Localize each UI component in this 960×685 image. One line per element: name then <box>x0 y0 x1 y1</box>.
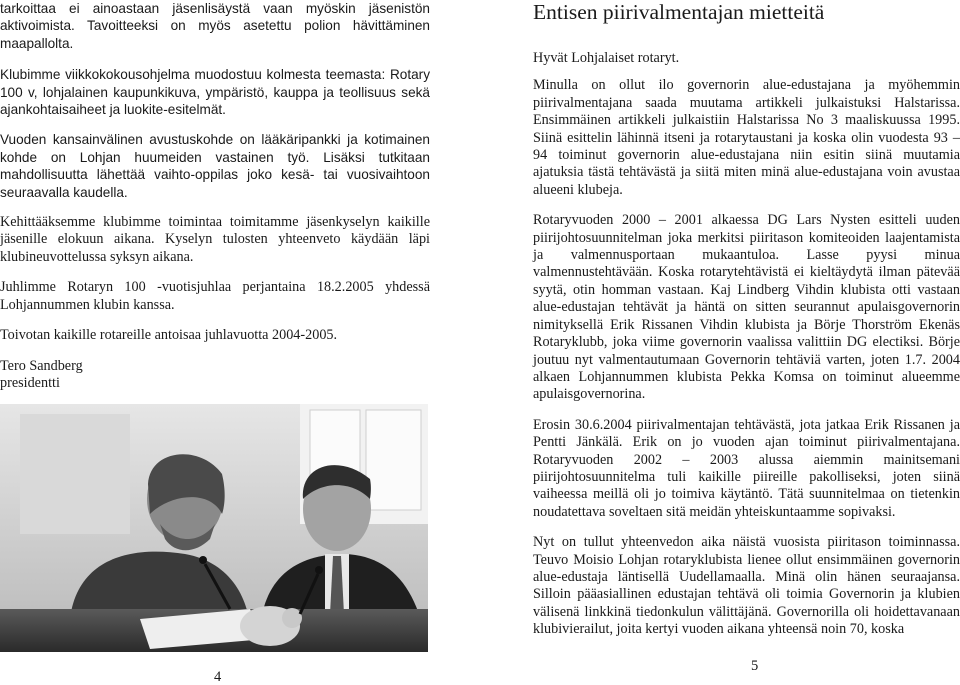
page-title: Entisen piirivalmentajan mietteitä <box>533 0 825 24</box>
photo-image <box>0 404 428 652</box>
paragraph: Klubimme viikkokokousohjelma muodostuu kolmesta teemasta: Rotary 100 v, lohjalainen kaupunkikuva, ympäristö, kauppa ja teollisuus sekä ajankohtaisaiheet ja luokite-esitelmät. <box>0 67 430 118</box>
paragraph: Minulla on ollut ilo governorin alue-edustajana ja myöhemmin piirivalmentajana saada muutama artikkeli julkaistuksi Halstarissa. Ensimmäinen artikkeli julkaistiin Halstarissa No 3 maaliskuussa 1995. Siinä esittelin lähinnä itseni ja rotarytaustani ja koska olin vuodesta 93 – 94 toiminut governorin alue-edustajana niin esitin siinä muutamia ajatuksia tästä tehtävästä ja siitä miten minä alue-edustajana voin avustaa alueeni klubeja. <box>533 77 960 198</box>
paragraph: Hyvät Lohjalaiset rotaryt. <box>533 50 680 66</box>
paragraph: Toivotan kaikille rotareille antoisaa juhlavuotta 2004-2005. <box>0 327 338 344</box>
left-column <box>0 0 430 392</box>
paragraph: Kehittääksemme klubimme toimintaa toimitamme jäsenkyselyn kaikille jäsenille elokuun aikana. Kyselyn tulosten yhteenveto käydään läpi klubineuvottelussa syksyn aikana. <box>0 214 430 265</box>
paragraph: Vuoden kansainvälinen avustuskohde on lääkäripankki ja kotimainen kohde on Lohjan huumeiden vastainen työ. Lisäksi tutkitaan mahdollisuutta lähettää vaihto-oppilas joko kesä- tai vuosivaihtoon seuraavalla kaudella. <box>0 132 430 200</box>
paragraph: Erosin 30.6.2004 piirivalmentajan tehtävästä, jota jatkaa Erik Rissanen ja Pentti Jänkälä. Erik on jo vuoden ajan toiminut piirivalmentajana. Rotaryvuoden 2002 – 2003 alussa aiemmin mainitsemani piirijohtosuunnitelma tuli kaikille piireille pakolliseksi, joten siinä vaiheessa meillä oli jo toimiva käytäntö. Tätä suunnitelmaa on tietenkin noudatettava soveltaen sitä meidän yhteiskuntaamme sopivaksi. <box>533 416 960 520</box>
signature-title: presidentti <box>0 374 60 391</box>
page-number-left: 4 <box>214 669 222 685</box>
right-column <box>533 50 960 652</box>
page-number-right: 5 <box>751 658 759 674</box>
paragraph: Rotaryvuoden 2000 – 2001 alkaessa DG Lars Nysten esitteli uuden piirijohtosuunnitelman joka merkitsi piiritason komiteoiden laajentamista ja valmennusportaan mukaantuloa. Lasse pyysi minua valmennustehtävään. Koska rotarytehtävistä ei kieltäydytä ilman pätevää syytä, otin homman vastaan. Kaj Lindberg Vihdin klubista otti vastaan alue-edustajan tehtävät ja häntä on sitten seurannut apulaisgovernorin nimityksellä Erik Rissanen Vihdin klubista ja Börje Thorström Ekenäs Rotaryklubb, joka viime governorin vaalissa valittiin DG electiksi. Börje joutuu nyt valmentautumaan Governorin tehtäviä varten, joten 1.7. 2004 alkaen Lohjannummen klubista Pekka Komsa on toiminut alueemme apulaisgovernorina. <box>533 212 960 403</box>
paragraph: Juhlimme Rotaryn 100 -vuotisjuhlaa perjantaina 18.2.2005 yhdessä Lohjannummen klubin kanssa. <box>0 279 430 313</box>
photo <box>0 404 428 652</box>
paragraph: tarkoittaa ei ainoastaan jäsenlisäystä vaan myöskin jäsenistön aktivoimista. Tavoitteeksi on myös asetettu polion hävittäminen maapallolta. <box>0 1 430 51</box>
signature-name: Tero Sandberg <box>0 357 83 374</box>
signature <box>0 358 430 393</box>
paragraph: Nyt on tullut yhteenvedon aika näistä vuosista piiritason toiminnassa. Teuvo Moisio Lohjan rotaryklubista lienee ollut ensimmäinen governorin alue-edustaja läntisellä Uudellamaalla. Minä olin hänen seuraajansa. Silloin pääasiallinen edustajan tehtävä oli toimia Governorin ja klubien välisenä linkkinä tiedonkulun välittäjänä. Governorilla oli hoidettavanaan klubivierailut, joita kertyi vuoden aikana yhteensä noin 70, koska <box>533 534 960 638</box>
